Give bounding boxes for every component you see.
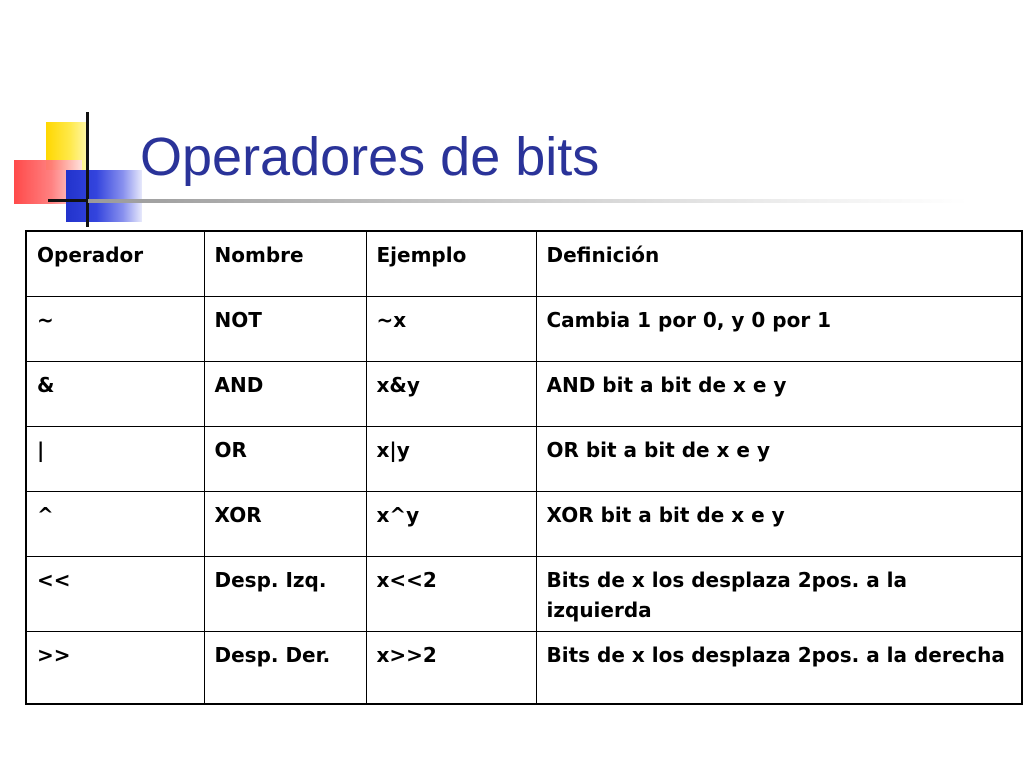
title-underline-rule — [88, 199, 968, 203]
table-row — [26, 556, 1022, 631]
cell-nombre: Desp. Der. — [204, 631, 366, 704]
table-row — [26, 426, 1022, 491]
bit-operators-table — [25, 230, 1023, 705]
cell-operador: ~ — [26, 296, 204, 361]
table-row — [26, 296, 1022, 361]
header-ejemplo: Ejemplo — [366, 231, 536, 296]
cell-nombre: Desp. Izq. — [204, 556, 366, 631]
header-definicion: Definición — [536, 231, 1022, 296]
cell-operador: | — [26, 426, 204, 491]
cell-ejemplo: x&y — [366, 361, 536, 426]
vertical-line-decoration — [86, 112, 89, 227]
cell-nombre: AND — [204, 361, 366, 426]
cell-definicion: OR bit a bit de x e y — [536, 426, 1022, 491]
cell-operador: >> — [26, 631, 204, 704]
cell-nombre: OR — [204, 426, 366, 491]
cell-definicion: Bits de x los desplaza 2pos. a la derecha — [536, 631, 1022, 704]
slide-title: Operadores de bits — [140, 127, 600, 187]
cell-ejemplo: x<<2 — [366, 556, 536, 631]
table-row — [26, 491, 1022, 556]
cell-nombre: XOR — [204, 491, 366, 556]
cell-ejemplo: ~x — [366, 296, 536, 361]
table-header-row — [26, 231, 1022, 296]
cell-definicion: Cambia 1 por 0, y 0 por 1 — [536, 296, 1022, 361]
header-operador: Operador — [26, 231, 204, 296]
cell-operador: ^ — [26, 491, 204, 556]
cell-operador: & — [26, 361, 204, 426]
header-nombre: Nombre — [204, 231, 366, 296]
cell-definicion: XOR bit a bit de x e y — [536, 491, 1022, 556]
cell-ejemplo: x|y — [366, 426, 536, 491]
table-row — [26, 361, 1022, 426]
cell-definicion: AND bit a bit de x e y — [536, 361, 1022, 426]
cell-operador: << — [26, 556, 204, 631]
cell-ejemplo: x^y — [366, 491, 536, 556]
blue-square-decoration — [66, 170, 142, 222]
cell-ejemplo: x>>2 — [366, 631, 536, 704]
cell-nombre: NOT — [204, 296, 366, 361]
cell-definicion: Bits de x los desplaza 2pos. a la izquierda — [536, 556, 1022, 631]
table-row — [26, 631, 1022, 704]
